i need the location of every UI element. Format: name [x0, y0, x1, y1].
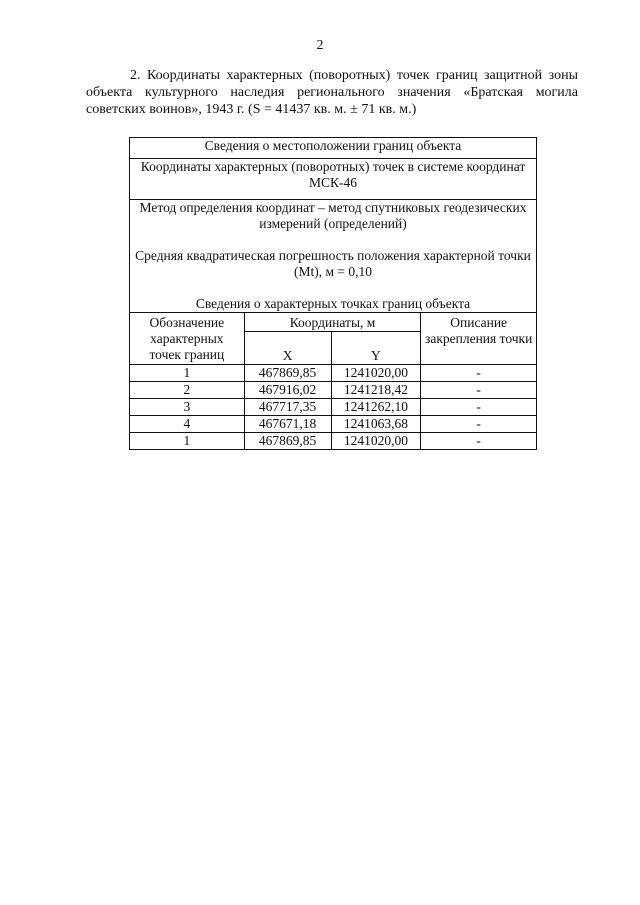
table-row [130, 382, 537, 399]
point-y: 1241063,68 [331, 416, 421, 433]
col-description: Описание закрепления точки [421, 313, 537, 365]
point-id: 3 [130, 399, 245, 416]
point-y: 1241218,42 [331, 382, 421, 399]
point-x: 467671,18 [244, 416, 331, 433]
point-desc: - [421, 399, 537, 416]
point-desc: - [421, 365, 537, 382]
point-id: 4 [130, 416, 245, 433]
point-x: 467869,85 [244, 433, 331, 450]
method-text: Метод определения координат – метод спутниковых геодезических измерений (определений) [139, 200, 527, 231]
intro-paragraph: 2. Координаты характерных (поворотных) точек границ защитной зоны объекта культурного наследия регионального значения «Братская могила советских воинов», 1943 г. (S = 41437 кв. м. ± 71 кв. м.) [86, 68, 578, 117]
point-id: 2 [130, 382, 245, 399]
page-number: 2 [316, 38, 324, 53]
point-x: 467869,85 [244, 365, 331, 382]
point-y: 1241020,00 [331, 365, 421, 382]
coordinates-table [129, 137, 537, 450]
table-row [130, 416, 537, 433]
points-header-text: Сведения о характерных точках границ объекта [195, 296, 471, 311]
accuracy-text: Средняя квадратическая погрешность положения характерной точки (Mt), м = 0,10 [135, 248, 531, 279]
point-x: 467717,35 [244, 399, 331, 416]
table-coord-system: Координаты характерных (поворотных) точек в системе координат МСК-46 [130, 159, 537, 200]
point-y: 1241262,10 [331, 399, 421, 416]
point-desc: - [421, 382, 537, 399]
point-id: 1 [130, 433, 245, 450]
col-coordinates: Координаты, м [244, 313, 421, 332]
table-row [130, 365, 537, 382]
table-method-cell [130, 200, 537, 313]
table-row [130, 399, 537, 416]
col-designation: Обозначение характерных точек границ [130, 313, 245, 365]
point-desc: - [421, 433, 537, 450]
point-id: 1 [130, 365, 245, 382]
table-row [130, 433, 537, 450]
col-x: X [244, 332, 331, 365]
point-x: 467916,02 [244, 382, 331, 399]
point-desc: - [421, 416, 537, 433]
col-y: Y [331, 332, 421, 365]
table-header-location: Сведения о местоположении границ объекта [130, 138, 537, 159]
point-y: 1241020,00 [331, 433, 421, 450]
